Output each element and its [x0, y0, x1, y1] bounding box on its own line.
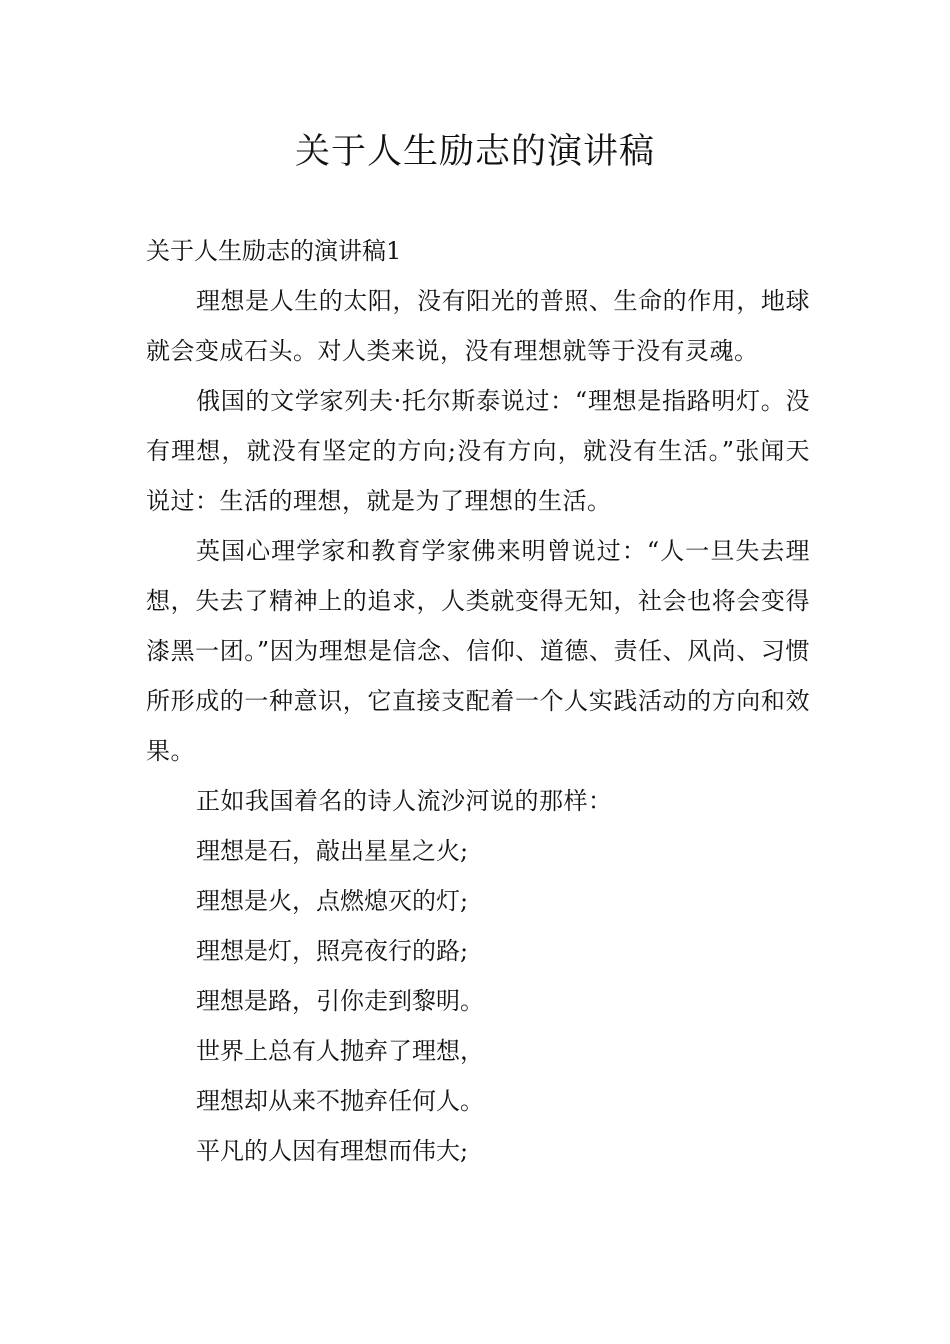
poem-line: 理想却从来不抛弃任何人。: [196, 1087, 484, 1115]
poem-line: 理想是路，引你走到黎明。: [196, 987, 484, 1015]
paragraph: 正如我国着名的诗人流沙河说的那样：: [196, 787, 613, 815]
paragraph: 理想是人生的太阳，没有阳光的普照、生命的作用，地球就会变成石头。对人类来说，没有理想就等于没有灵魂。: [146, 287, 810, 365]
document-body: [146, 226, 810, 1176]
poem-line: 平凡的人因有理想而伟大;: [196, 1137, 469, 1165]
poem-line: 理想是火，点燃熄灭的灯;: [196, 887, 469, 915]
section-heading: 关于人生励志的演讲稿1: [146, 237, 402, 265]
paragraph: 俄国的文学家列夫·托尔斯泰说过：“理想是指路明灯。没有理想，就没有坚定的方向;没有方向，就没有生活。”张闻天说过：生活的理想，就是为了理想的生活。: [146, 387, 810, 515]
poem-line: 理想是灯，照亮夜行的路;: [196, 937, 469, 965]
document-title: 关于人生励志的演讲稿: [294, 132, 655, 172]
paragraph: 英国心理学家和教育学家佛来明曾说过：“人一旦失去理想，失去了精神上的追求，人类就变得无知，社会也将会变得漆黑一团。”因为理想是信念、信仰、道德、责任、风尚、习惯所形成的一种意识，它直接支配着一个人实践活动的方向和效果。: [146, 537, 810, 765]
poem-line: 世界上总有人抛弃了理想，: [196, 1037, 484, 1065]
poem-line: 理想是石，敲出星星之火;: [196, 837, 469, 865]
